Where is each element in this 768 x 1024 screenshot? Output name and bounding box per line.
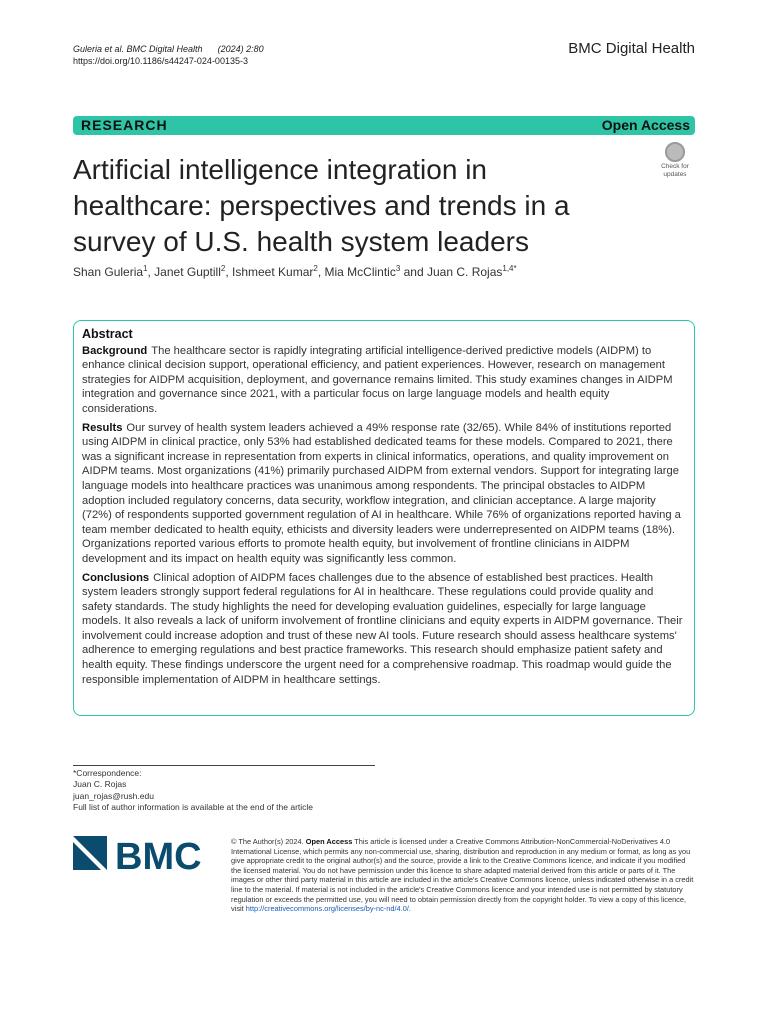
correspondence-label: *Correspondence: — [73, 768, 142, 778]
license-text — [231, 837, 695, 914]
journal-reference: Guleria et al. BMC Digital Health — [73, 44, 203, 54]
correspondence-note: Full list of author information is available at the end of the article — [73, 801, 314, 812]
article-title: Artificial intelligence integration in healthcare: perspectives and trends in a survey of U.S. health system leaders — [73, 154, 570, 257]
abstract-results — [82, 421, 686, 567]
article-type-label: RESEARCH — [81, 117, 168, 133]
author-affiliation: 2 — [220, 264, 226, 273]
abstract-background — [82, 344, 686, 417]
article-type-band — [73, 116, 695, 135]
author-separator: , — [317, 265, 325, 279]
correspondence-block — [73, 768, 313, 813]
author-separator: and — [400, 265, 427, 279]
author-affiliation: 1,4* — [502, 264, 517, 273]
author-name: Juan C. Rojas — [427, 265, 503, 279]
correspondence-name: Juan C. Rojas — [73, 779, 127, 790]
bmc-logo-text: BMC — [115, 836, 202, 876]
author-affiliation: 1 — [143, 264, 148, 273]
year-issue: (2024) 2:80 — [217, 44, 264, 54]
author-separator: , — [147, 265, 155, 279]
background-text: The healthcare sector is rapidly integrating artificial intelligence-derived predictive models (AIDPM) to enhance clinical decision support, operational efficiency, and patient experiences. However, research on management strategies for AIDPM acquisition, deployment, and governance remains limited. This study examines changes in AIDPM integration and governance since 2021, with a particular focus on large language models and health equity considerations. — [82, 344, 673, 415]
author-name: Mia McClintic — [324, 265, 396, 279]
author-list — [73, 264, 517, 279]
bmc-logo — [73, 836, 218, 876]
license-open-access: Open Access — [305, 837, 353, 846]
check-updates-icon — [665, 142, 685, 162]
journal-name: BMC Digital Health — [568, 40, 695, 57]
author-affiliation: 3 — [395, 264, 401, 273]
license-prefix: © The Author(s) 2024. — [231, 837, 304, 846]
badge-line1: Check for — [661, 163, 689, 170]
abstract-heading: Abstract — [82, 327, 133, 341]
license-suffix: . — [408, 904, 411, 914]
footnote-divider — [73, 765, 375, 766]
background-label: Background — [82, 344, 148, 357]
abstract-box — [73, 320, 695, 716]
conclusions-label: Conclusions — [82, 571, 150, 584]
conclusions-text: Clinical adoption of AIDPM faces challenges due to the absence of established best practices. Health system leaders strongly support federal regulations for AI in healthcare. These regulations could provide quality and safety standards. The study highlights the need for developing evaluation guidelines, especially for large language models. It also reveals a lack of uniform involvement of frontline clinicians and equity experts in AIDPM governance. Their involvement could increase adoption and trust of these new AI tools. Future research should assess healthcare systems' adherence to emerging regulations and best practice frameworks. This research should emphasize patient safety and health equity. These findings underscore the urgent need for a comprehensive roadmap. This roadmap would guide the responsible implementation of AIDPM in healthcare settings. — [82, 571, 683, 686]
doi-link[interactable]: https://doi.org/10.1186/s44247-024-00135-3 — [73, 56, 248, 66]
license-url[interactable]: http://creativecommons.org/licenses/by-nc-nd/4.0/ — [245, 904, 409, 914]
abstract-conclusions — [82, 571, 686, 688]
results-label: Results — [82, 421, 123, 434]
author-separator: , — [225, 265, 232, 279]
open-access-label: Open Access — [601, 117, 690, 133]
badge-line2: updates — [663, 171, 687, 178]
author-affiliation: 2 — [313, 264, 318, 273]
author-name: Shan Guleria — [73, 265, 144, 279]
results-text: Our survey of health system leaders achieved a 49% response rate (32/65). While 84% of institutions reported using AIDPM in clinical practice, only 53% had established dedicated teams for these models. Compared to 2021, there was a significant increase in representation from experts in clinical informatics, operations, and quality improvement on AIDPM teams. Most organizations (41%) primarily purchased AIDPM from external vendors. Support for integrating large language models into healthcare practices was unanimous among respondents. The principal obstacles to AIDPM adoption included regulatory concerns, data security, workflow integration, and clinician acceptance. A large majority (72%) of respondents supported government regulation of AI in healthcare. While 76% of organizations reported having a team member dedicated to health equity, ethicists and diversity leaders were underrepresented on AIDPM teams (18%). Organizations reported various efforts to promote health equity, but involvement of frontline clinicians in AIDPM development and its impact on health equity was significantly less common. — [82, 421, 681, 565]
correspondence-email[interactable]: juan_rojas@rush.edu — [73, 790, 154, 801]
author-name: Janet Guptill — [154, 265, 221, 279]
check-for-updates-badge[interactable] — [656, 142, 694, 182]
running-header — [73, 43, 264, 67]
license-body: This article is licensed under a Creative Commons Attribution-NonCommercial-NoDerivatives 4.0 International License, which permits any non-commercial use, sharing, distribution and reproduction in any medium or format, as long as you give appropriate credit to the original author(s) and the source, provide a link to the Creative Commons licence, and indicate if you modified the licensed material. You do not have permission under this licence to share adapted material derived from this article or parts of it. The images or other third party material in this article are included in the article's Creative Commons licence, unless indicated otherwise in a credit line to the material. If material is not included in the article's Creative Commons licence and your intended use is not permitted by statutory regulation or exceeds the permitted use, you will need to obtain permission directly from the copyright holder. To view a copy of this licence, visit — [231, 837, 694, 914]
author-name: Ishmeet Kumar — [232, 265, 314, 279]
